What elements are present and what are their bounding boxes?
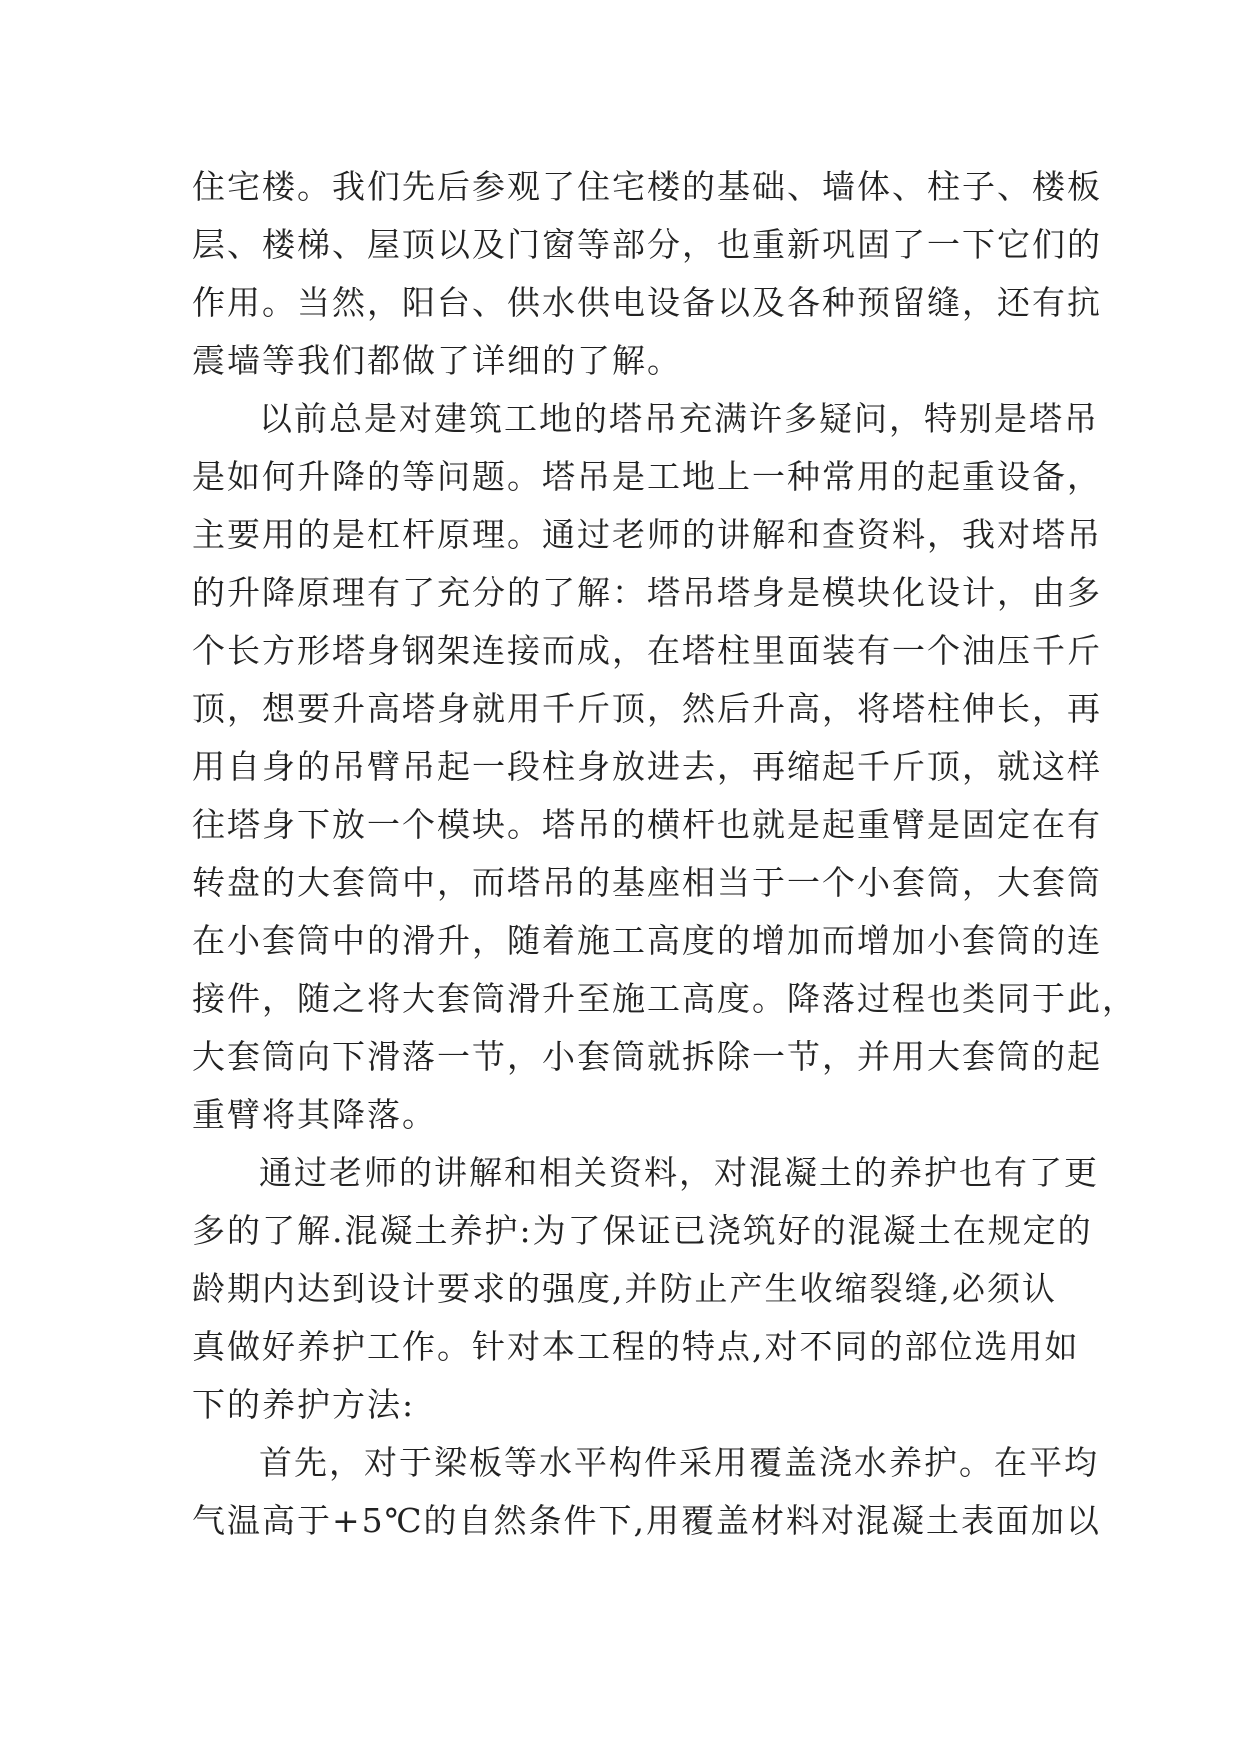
text-line: 转盘的大套筒中，而塔吊的基座相当于一个小套筒，大套筒 <box>192 863 1102 902</box>
paragraph-concrete-curing <box>192 1144 1099 1434</box>
text-line: 用自身的吊臂吊起一段柱身放进去，再缩起千斤顶，就这样 <box>192 747 1102 786</box>
text-line: 顶，想要升高塔身就用千斤顶，然后升高，将塔柱伸长，再 <box>192 689 1102 728</box>
text-line: 接件，随之将大套筒滑升至施工高度。降落过程也类同于此， <box>192 979 1137 1018</box>
text-line: 震墙等我们都做了详细的了解。 <box>192 341 682 380</box>
paragraph-residential-building <box>192 158 1102 390</box>
text-line: 真做好养护工作。针对本工程的特点,对不同的部位选用如 <box>192 1327 1080 1366</box>
text-line: 气温高于+5℃的自然条件下,用覆盖材料对混凝土表面加以 <box>192 1501 1102 1540</box>
text-line: 通过老师的讲解和相关资料，对混凝土的养护也有了更 <box>259 1153 1099 1192</box>
text-line: 个长方形塔身钢架连接而成，在塔柱里面装有一个油压千斤 <box>192 631 1102 670</box>
text-line: 多的了解.混凝土养护:为了保证已浇筑好的混凝土在规定的 <box>192 1211 1093 1250</box>
text-line: 的升降原理有了充分的了解：塔吊塔身是模块化设计，由多 <box>192 573 1102 612</box>
text-line: 下的养护方法: <box>192 1385 416 1424</box>
text-line: 作用。当然，阳台、供水供电设备以及各种预留缝，还有抗 <box>192 283 1102 322</box>
text-line: 重臂将其降落。 <box>192 1095 437 1134</box>
text-line: 首先，对于梁板等水平构件采用覆盖浇水养护。在平均 <box>259 1443 1099 1482</box>
text-line: 是如何升降的等问题。塔吊是工地上一种常用的起重设备， <box>192 457 1102 496</box>
text-line: 往塔身下放一个模块。塔吊的横杆也就是起重臂是固定在有 <box>192 805 1102 844</box>
text-line: 大套筒向下滑落一节，小套筒就拆除一节，并用大套筒的起 <box>192 1037 1102 1076</box>
text-line: 层、楼梯、屋顶以及门窗等部分，也重新巩固了一下它们的 <box>192 225 1102 264</box>
text-line: 在小套筒中的滑升，随着施工高度的增加而增加小套筒的连 <box>192 921 1102 960</box>
body-text <box>192 158 1137 1550</box>
text-line: 龄期内达到设计要求的强度,并防止产生收缩裂缝,必须认 <box>192 1269 1057 1308</box>
text-line: 以前总是对建筑工地的塔吊充满许多疑问，特别是塔吊 <box>259 399 1099 438</box>
paragraph-tower-crane <box>192 390 1137 1144</box>
text-line: 住宅楼。我们先后参观了住宅楼的基础、墙体、柱子、楼板 <box>192 167 1102 206</box>
text-line: 主要用的是杠杆原理。通过老师的讲解和查资料，我对塔吊 <box>192 515 1102 554</box>
paragraph-curing-methods <box>192 1434 1102 1550</box>
